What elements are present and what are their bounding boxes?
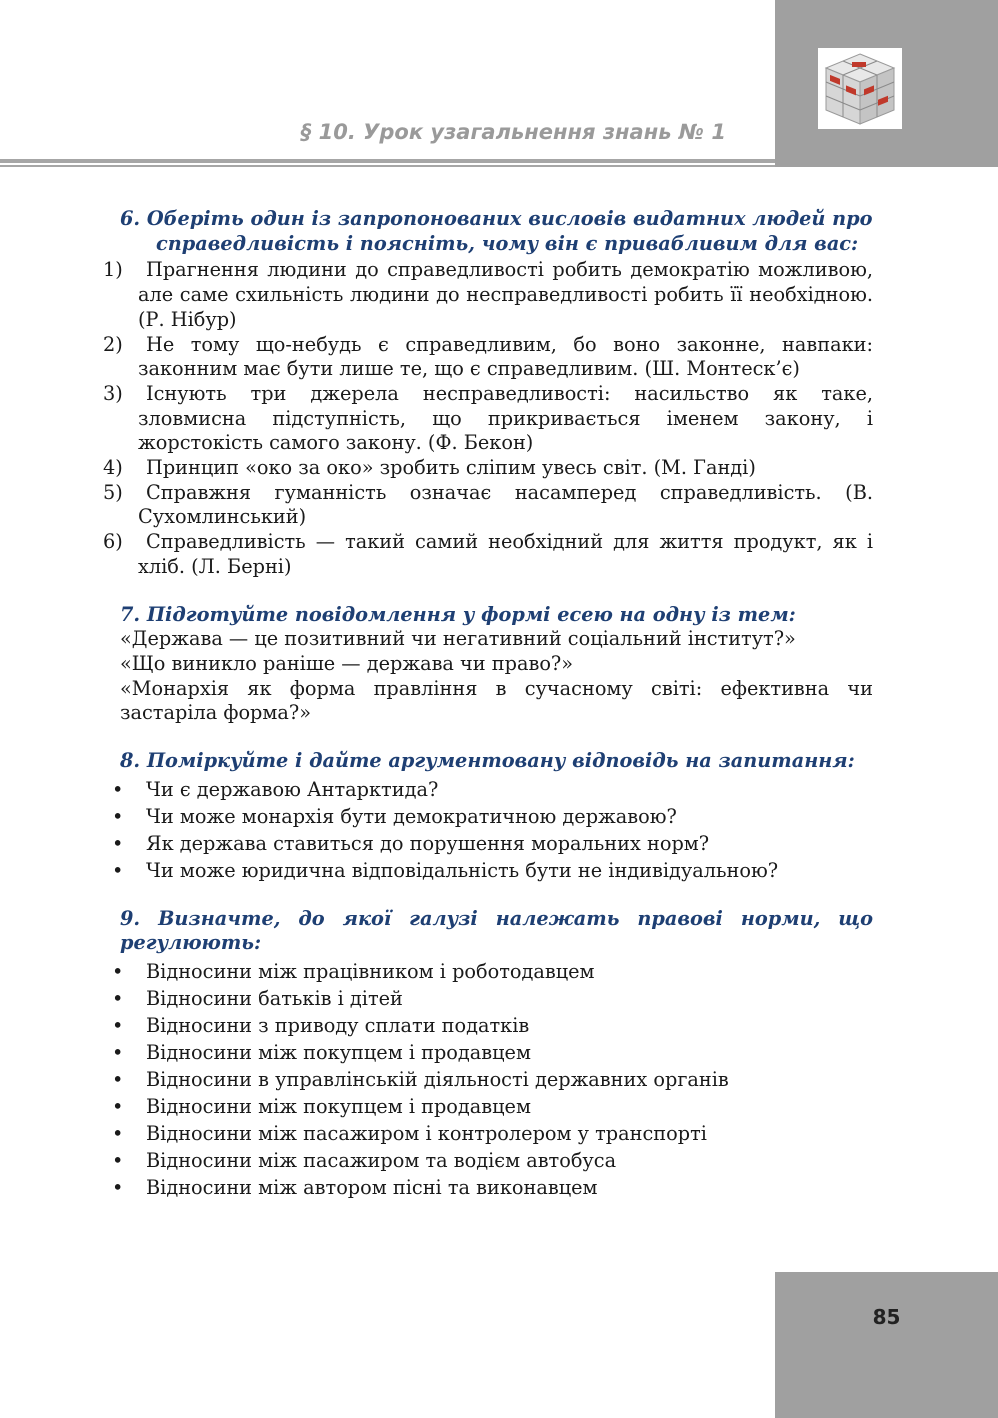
item-text: Відносини між автором пісні та виконавцем	[146, 1176, 598, 1200]
list-item	[100, 258, 873, 332]
item-text: Відносини між працівником і роботодавцем	[146, 960, 595, 984]
bullet-icon: •	[112, 1068, 124, 1092]
list-item	[100, 1147, 873, 1174]
item-text: Чи може юридична відповідальність бути не індивідуальною?	[146, 858, 779, 882]
list-item	[100, 1174, 873, 1201]
task-9-heading: 9. Визначте, до якої галузі належать правові норми, що регулюють:	[120, 906, 873, 955]
item-text: Як держава ставиться до порушення моральних норм?	[146, 831, 710, 855]
bullet-icon: •	[112, 1122, 124, 1146]
task-9	[100, 907, 873, 1201]
bullet-icon: •	[112, 1149, 124, 1173]
list-item	[100, 1093, 873, 1120]
task-8	[100, 749, 873, 884]
list-item	[100, 803, 873, 830]
list-item	[100, 985, 873, 1012]
bullet-icon: •	[112, 960, 124, 984]
list-item	[100, 1066, 873, 1093]
task-6-heading	[100, 207, 873, 256]
item-text: Принцип «око за око» зробить сліпим увесь світ. (М. Ганді)	[146, 456, 756, 480]
task-7	[100, 603, 873, 727]
item-number: 1)	[103, 258, 123, 282]
item-text: Відносини між пасажиром і контролером у транспорті	[146, 1122, 707, 1146]
item-text: Відносини між пасажиром та водієм автобуса	[146, 1149, 617, 1173]
item-text: Відносини батьків і дітей	[146, 987, 403, 1011]
item-text: Відносини між покупцем і продавцем	[146, 1041, 531, 1065]
bullet-icon: •	[112, 804, 124, 828]
item-text: Відносини з приводу сплати податків	[146, 1014, 530, 1038]
item-text: Справедливість — такий самий необхідний для життя продукт, як і хліб. (Л. Берні)	[138, 530, 873, 578]
bullet-icon: •	[112, 1041, 124, 1065]
bullet-icon: •	[112, 987, 124, 1011]
page-header-title: § 10. Урок узагальнення знань № 1	[300, 120, 726, 144]
list-item	[100, 776, 873, 803]
item-number: 6)	[103, 530, 123, 554]
bullet-icon: •	[112, 777, 124, 801]
item-text: Відносини в управлінській діяльності державних органів	[146, 1068, 729, 1092]
item-text: Чи може монархія бути демократичною державою?	[146, 804, 677, 828]
relations-list	[100, 958, 873, 1201]
list-item	[100, 1039, 873, 1066]
stacked-cube-logo-icon	[818, 48, 902, 129]
task-6-heading-line1: 6. Оберіть один із запропонованих висловів видатних людей про	[120, 207, 873, 230]
list-item	[100, 382, 873, 456]
item-number: 2)	[103, 332, 123, 356]
question-list	[100, 776, 873, 884]
list-item	[100, 456, 873, 481]
task-6-heading-line2: справедливість і поясніть, чому він є привабливим для вас:	[156, 231, 859, 255]
page-content	[100, 207, 873, 1201]
item-text: Чи є державою Антарктида?	[146, 777, 439, 801]
bullet-icon: •	[112, 858, 124, 882]
quote-list	[100, 258, 873, 579]
item-text: Справжня гуманність означає насамперед справедливість. (В. Сухомлинський)	[138, 480, 873, 529]
essay-topic: «Держава — це позитивний чи негативний соціальний інститут?»	[120, 627, 796, 651]
task-8-heading: 8. Поміркуйте і дайте аргументовану відповідь на запитання:	[120, 749, 855, 773]
item-text: Не тому що-небудь є справедливим, бо воно законне, навпаки: законним має бути лише те, що є справедливим. (Ш. Монтеск’є)	[138, 332, 873, 381]
header-rule	[0, 159, 775, 163]
header-rule-thin	[0, 165, 775, 167]
item-text: Прагнення людини до справедливості робить демократію можливою, але саме схильність людини до несправедливості робить її необхідною. (Р. Нібур)	[138, 258, 873, 331]
item-number: 4)	[103, 456, 123, 480]
item-text: Відносини між покупцем і продавцем	[146, 1095, 531, 1119]
item-number: 3)	[103, 381, 123, 405]
list-item	[100, 1120, 873, 1147]
essay-topic: «Монархія як форма правління в сучасному світі: ефективна чи застаріла форма?»	[120, 676, 873, 725]
list-item	[100, 857, 873, 884]
list-item	[100, 830, 873, 857]
task-7-heading: 7. Підготуйте повідомлення у формі есею на одну із тем:	[120, 602, 796, 626]
bullet-icon: •	[112, 1095, 124, 1119]
list-item	[100, 333, 873, 382]
bullet-icon: •	[112, 1014, 124, 1038]
page-number: 85	[872, 1305, 901, 1329]
list-item	[100, 481, 873, 530]
essay-topic: «Що виникло раніше — держава чи право?»	[120, 651, 574, 675]
bullet-icon: •	[112, 1176, 124, 1200]
footer-side-panel	[775, 1272, 998, 1418]
item-number: 5)	[103, 480, 123, 504]
bullet-icon: •	[112, 831, 124, 855]
list-item	[100, 530, 873, 579]
list-item	[100, 1012, 873, 1039]
list-item	[100, 958, 873, 985]
item-text: Існують три джерела несправедливості: насильство як таке, зловмисна підступність, що прикривається іменем закону, і жорстокість самого закону. (Ф. Бекон)	[138, 381, 873, 455]
